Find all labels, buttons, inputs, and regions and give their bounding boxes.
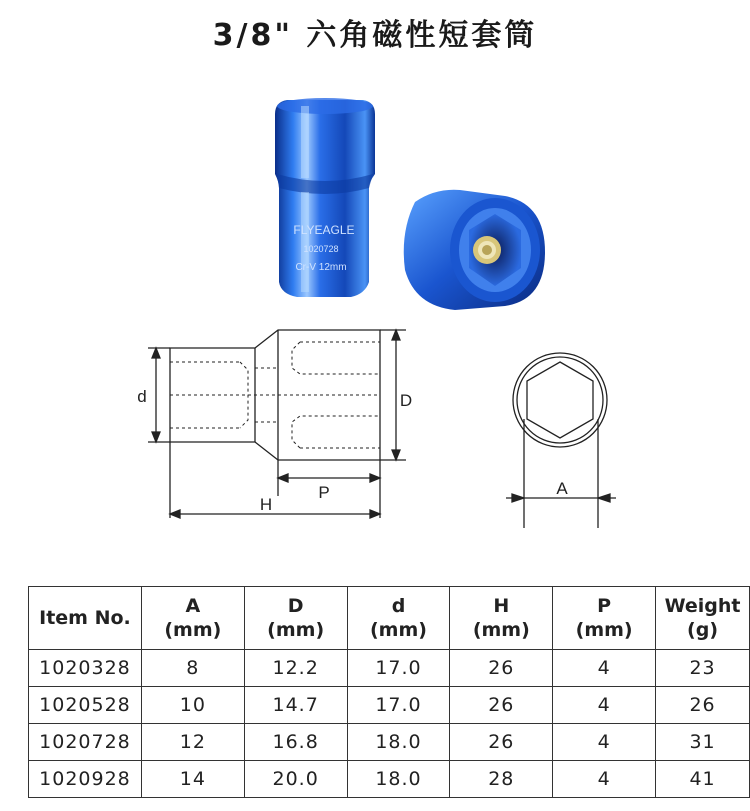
cell-D: 14.7 <box>244 687 347 724</box>
label-P: P <box>318 483 330 502</box>
cell-weight: 31 <box>656 724 750 761</box>
table-row <box>29 761 750 798</box>
technical-drawing <box>130 318 650 528</box>
cell-weight: 26 <box>656 687 750 724</box>
cell-p: 4 <box>553 650 656 687</box>
cell-h: 26 <box>450 687 553 724</box>
cell-item-no: 1020928 <box>29 761 142 798</box>
header-a: A (mm) <box>141 587 244 650</box>
cell-a: 12 <box>141 724 244 761</box>
table-row <box>29 650 750 687</box>
hex-outline <box>527 362 593 438</box>
label-D: D <box>399 391 413 410</box>
cell-d: 18.0 <box>347 724 450 761</box>
cell-p: 4 <box>553 724 656 761</box>
cell-a: 10 <box>141 687 244 724</box>
table-row <box>29 687 750 724</box>
cell-a: 8 <box>141 650 244 687</box>
header-h: H (mm) <box>450 587 553 650</box>
upright-socket <box>275 98 375 297</box>
cell-d: 17.0 <box>347 687 450 724</box>
table-header-row <box>29 587 750 650</box>
cell-h: 28 <box>450 761 553 798</box>
cell-a: 14 <box>141 761 244 798</box>
cell-item-no: 1020328 <box>29 650 142 687</box>
label-H: H <box>259 495 273 514</box>
cell-D: 20.0 <box>244 761 347 798</box>
table-row <box>29 724 750 761</box>
cell-item-no: 1020528 <box>29 687 142 724</box>
label-d: d <box>137 387 147 406</box>
cell-D: 12.2 <box>244 650 347 687</box>
cell-h: 26 <box>450 724 553 761</box>
header-p: P (mm) <box>553 587 656 650</box>
cell-item-no: 1020728 <box>29 724 142 761</box>
cell-h: 26 <box>450 650 553 687</box>
cell-weight: 41 <box>656 761 750 798</box>
header-d: d (mm) <box>347 587 450 650</box>
engraving-material: Cr-V 12mm <box>295 262 347 273</box>
product-photo <box>255 92 555 317</box>
page-title: 3/8" 六角磁性短套筒 <box>212 18 538 53</box>
engraving-item: 1020728 <box>303 244 339 254</box>
header-item-no: Item No. <box>29 587 142 650</box>
cell-p: 4 <box>553 687 656 724</box>
cell-d: 17.0 <box>347 650 450 687</box>
engraving-brand: FLYEAGLE <box>293 223 355 237</box>
header-weight: Weight (g) <box>656 587 750 650</box>
cell-weight: 23 <box>656 650 750 687</box>
header-D: D (mm) <box>244 587 347 650</box>
cell-d: 18.0 <box>347 761 450 798</box>
cell-D: 16.8 <box>244 724 347 761</box>
lying-socket <box>404 190 545 310</box>
spec-table <box>28 586 750 798</box>
cell-p: 4 <box>553 761 656 798</box>
label-A: A <box>556 479 568 498</box>
